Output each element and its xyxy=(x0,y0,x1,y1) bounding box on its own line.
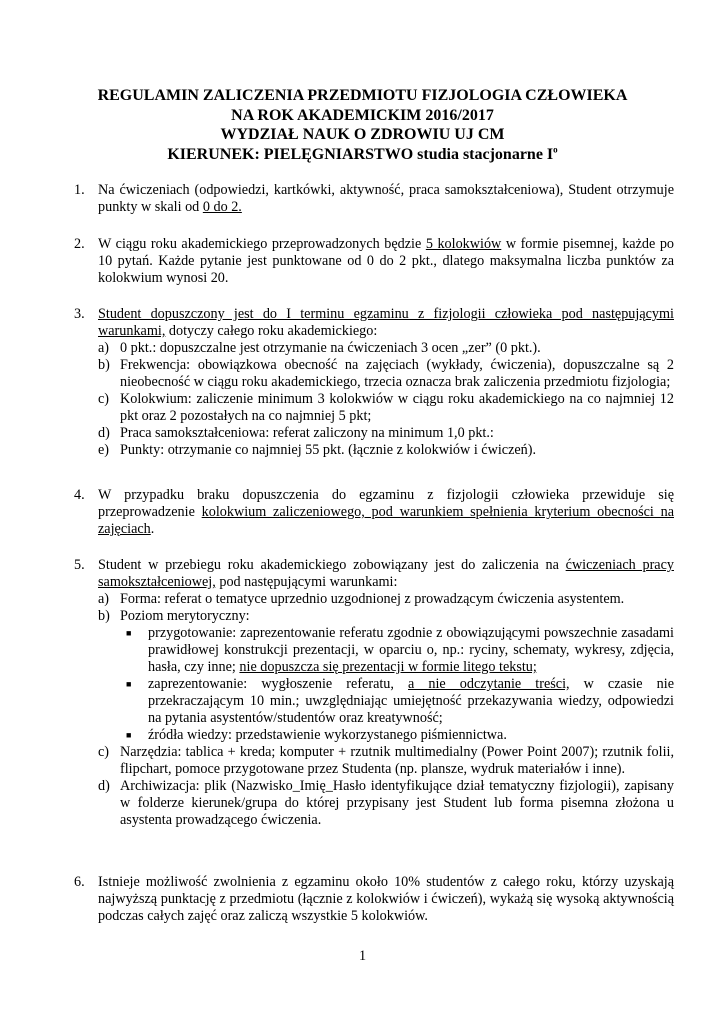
bullet-text: przygotowanie: zaprezentowanie referatu zgodnie z obowiązującymi powszechnie zasadami prawidłowej konstrukcji prezentacji, w oparciu o, np.: ryciny, schematy, wykresy, zdjęcia, hasła, czy inne; nie dopuszcza się prezentacji w formie litego tekstu; xyxy=(148,625,674,675)
sub-item-d xyxy=(98,425,674,442)
sub-item-c xyxy=(98,391,674,425)
sub-item-c xyxy=(98,744,674,778)
item-number: 6. xyxy=(74,874,85,890)
title-line-4 xyxy=(0,145,725,165)
page-number: 1 xyxy=(358,948,367,964)
title-line-3: WYDZIAŁ NAUK O ZDROWIU UJ CM xyxy=(220,126,505,143)
document-header xyxy=(0,86,725,164)
item-number: 4. xyxy=(74,487,85,503)
sub-item-text: Punkty: otrzymanie co najmniej 55 pkt. (łącznie z kolokwiów i ćwiczeń). xyxy=(120,442,537,458)
item-text: Na ćwiczeniach (odpowiedzi, kartkówki, aktywność, praca samokształceniowa), Student otrzymuje punkty w skali od 0 do 2. xyxy=(98,182,674,215)
sub-item-letter: a) xyxy=(98,340,110,356)
item-text: W przypadku braku dopuszczenia do egzaminu z fizjologii człowieka przewiduje się przeprowadzenie kolokwium zaliczeniowego, pod warunkiem spełnienia kryterium obecności na zajęciach. xyxy=(98,487,674,537)
sub-item-b xyxy=(98,357,674,391)
sub-item-letter: e) xyxy=(98,442,110,458)
bullet-text: zaprezentowanie: wygłoszenie referatu, a nie odczytanie treści, w czasie nie przekraczającym 10 min.; uwzględniając umiejętność przekazywania wiedzy, odpowiedzi na pytania asystentów/studentów oraz kreatywność; xyxy=(148,676,674,726)
sub-item-letter: b) xyxy=(98,608,110,624)
rule-item-2 xyxy=(74,236,674,287)
underlined-text: Student dopuszczony jest do I terminu egzaminu z fizjologii człowieka pod następującymi warunkami, xyxy=(98,306,674,339)
sub-item-text: Kolokwium: zaliczenie minimum 3 kolokwiów w ciągu roku akademickiego na co najmniej 12 pkt oraz 2 pozostałych na co najmniej 5 pkt; xyxy=(120,391,674,424)
rule-item-5 xyxy=(74,557,674,829)
rule-item-3 xyxy=(74,306,674,459)
item-number: 5. xyxy=(74,557,85,573)
sub-item-a xyxy=(98,340,674,357)
rule-item-6 xyxy=(74,874,674,925)
title-line-4-text: KIERUNEK: PIELĘGNIARSTWO studia stacjonarne I xyxy=(167,145,554,163)
sub-item-d xyxy=(98,778,674,829)
square-bullet-icon: ■ xyxy=(126,679,132,689)
sub-item-text: 0 pkt.: dopuszczalne jest otrzymanie na ćwiczeniach 3 ocen „zer” (0 pkt.). xyxy=(120,340,541,356)
bullet-item-sources xyxy=(126,727,674,744)
sub-item-letter: c) xyxy=(98,744,110,760)
title-line-4-superscript: o xyxy=(553,144,558,155)
sub-item-b xyxy=(98,608,674,625)
title-line-2: NA ROK AKADEMICKIM 2016/2017 xyxy=(231,106,494,124)
sub-item-letter: d) xyxy=(98,425,110,441)
bullet-item-presentation xyxy=(126,676,674,727)
underlined-text: kolokwium zaliczeniowego, pod warunkiem spełnienia kryterium obecności na zajęciach xyxy=(98,504,674,537)
sub-item-text: Forma: referat o tematyce uprzednio uzgodnionej z prowadzącym ćwiczenia asystentem. xyxy=(120,591,625,607)
underlined-text: 0 do 2. xyxy=(202,199,242,215)
item-number: 3. xyxy=(74,306,85,322)
underlined-text: a nie odczytanie treści, xyxy=(408,676,570,692)
sub-item-text: Praca samokształceniowa: referat zaliczony na minimum 1,0 pkt.: xyxy=(120,425,494,441)
rule-item-4 xyxy=(74,487,674,538)
item-text: Student dopuszczony jest do I terminu egzaminu z fizjologii człowieka pod następującymi warunkami, dotyczy całego roku akademickiego: xyxy=(98,306,674,339)
underlined-text: 5 kolokwiów xyxy=(425,236,502,252)
sub-item-text: Poziom merytoryczny: xyxy=(120,608,250,624)
item-number: 1. xyxy=(74,182,85,198)
sub-item-text: Narzędzia: tablica + kreda; komputer + rzutnik multimedialny (Power Point 2007); rzutnik folii, flipchart, pomoce przygotowane przez Studenta (np. plansze, wydruk materiałów i inne). xyxy=(120,744,674,777)
title-line-1: REGULAMIN ZALICZENIA PRZEDMIOTU FIZJOLOGIA CZŁOWIEKA xyxy=(97,87,628,104)
sub-item-letter: a) xyxy=(98,591,110,607)
sub-item-letter: b) xyxy=(98,357,110,373)
sub-item-letter: d) xyxy=(98,778,110,794)
item-number: 2. xyxy=(74,236,85,252)
sub-item-a xyxy=(98,591,674,608)
square-bullet-icon: ■ xyxy=(126,628,132,638)
square-bullet-icon: ■ xyxy=(126,730,132,740)
sub-item-text: Frekwencja: obowiązkowa obecność na zajęciach (wykłady, ćwiczenia), dopuszczalne są 2 nieobecność w ciągu roku akademickiego, trzecia oznacza brak zaliczenia przedmiotu fizjologia; xyxy=(120,357,674,390)
item-text: Istnieje możliwość zwolnienia z egzaminu około 10% studentów z całego roku, którzy uzyskają najwyższą punktację z przedmiotu (łącznie z kolokwiów i ćwiczeń), wykażą się wysoką aktywnością podczas całych zajęć oraz zaliczą wszystkie 5 kolokwiów. xyxy=(98,874,674,924)
sub-item-e xyxy=(98,442,674,459)
rule-item-1 xyxy=(74,182,674,216)
bullet-text: źródła wiedzy: przedstawienie wykorzystanego piśmiennictwa. xyxy=(148,727,507,743)
sub-item-text: Archiwizacja: plik (Nazwisko_Imię_Hasło identyfikujące dział tematyczny fizjologii), zapisany w folderze kierunek/grupa do której przypisany jest Student lub forma pisemna złożona u asystenta prowadzącego ćwiczenia. xyxy=(120,778,674,828)
item-text: W ciągu roku akademickiego przeprowadzonych będzie 5 kolokwiów w formie pisemnej, każde po 10 pytań. Każde pytanie jest punktowane od 0 do 2 pkt., dlatego maksymalna liczba punktów za kolokwium wynosi 20. xyxy=(98,236,675,286)
underlined-text: nie dopuszcza się prezentacji w formie litego tekstu; xyxy=(239,659,537,675)
item-text: Student w przebiegu roku akademickiego zobowiązany jest do zaliczenia na ćwiczeniach pracy samokształceniowej, pod następującymi warunkami: xyxy=(98,557,674,590)
bullet-item-preparation xyxy=(126,625,674,676)
underlined-text: ćwiczeniach pracy samokształceniowej, xyxy=(98,557,674,590)
sub-item-letter: c) xyxy=(98,391,110,407)
